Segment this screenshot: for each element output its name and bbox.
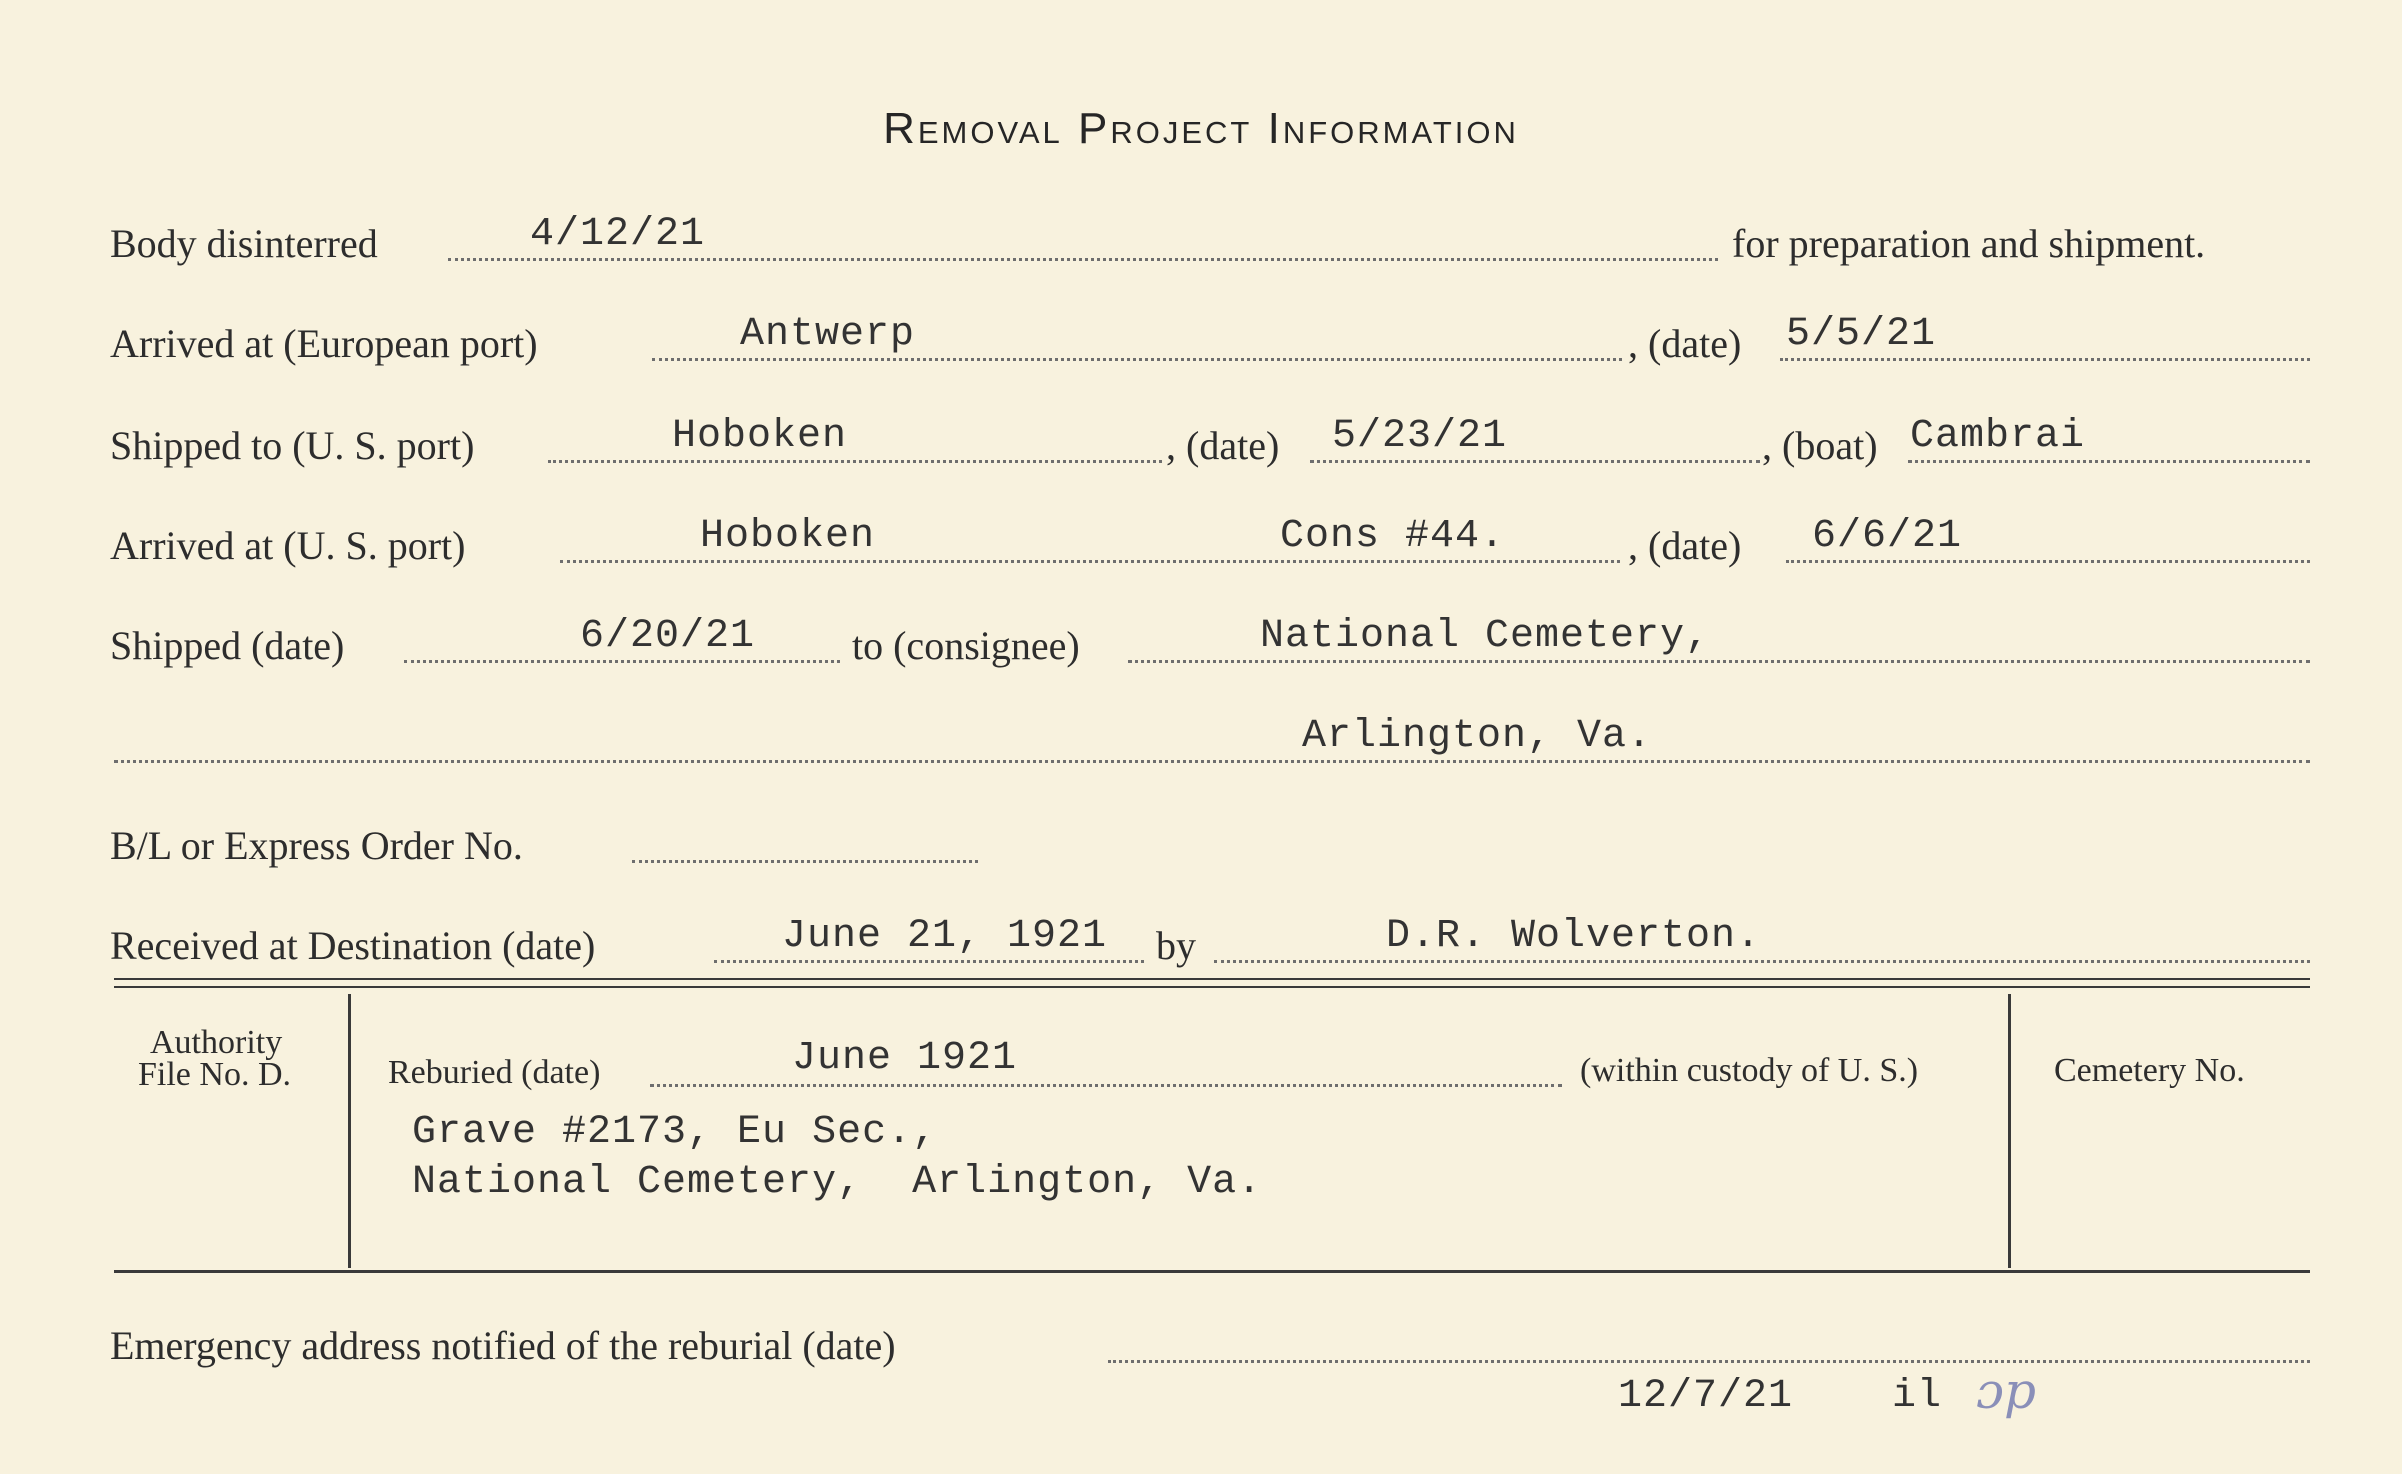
handwritten-mark: ɔp [1976, 1362, 2037, 1420]
disinterred-line [448, 258, 1718, 261]
shipped-us-label: Shipped to (U. S. port) [110, 423, 475, 468]
box-bottom-rule [114, 1270, 2310, 1273]
arrived-us-cons-value: Cons #44. [1280, 514, 1506, 559]
received-value: June 21, 1921 [782, 914, 1108, 959]
received-by-value: D.R. Wolverton. [1386, 914, 1762, 959]
cemetery-no-label: Cemetery No. [2054, 1052, 2245, 1089]
disinterred-suffix: for preparation and shipment. [1732, 221, 2206, 266]
shipped-us-boat-line [1908, 460, 2310, 463]
box-top-rule-1 [114, 978, 2310, 980]
grave-line-1: Grave #2173, Eu Sec., [412, 1110, 938, 1155]
authority-label-1: Authority [150, 1024, 283, 1061]
shipped-us-date-label: , (date) [1166, 423, 1280, 468]
arrived-european-line [652, 358, 1622, 361]
received-label: Received at Destination (date) [110, 923, 596, 968]
grave-line-2: National Cemetery, Arlington, Va. [412, 1160, 1263, 1205]
consignee-line [1128, 660, 2310, 663]
arrived-european-date-label: , (date) [1628, 321, 1742, 366]
arrived-european-date-line [1780, 358, 2310, 361]
authority-label-2: File No. D. [138, 1056, 291, 1093]
shipped-us-value: Hoboken [672, 414, 848, 459]
arrived-us-date-label: , (date) [1628, 523, 1742, 568]
consignee-line-2 [114, 760, 2310, 763]
received-by-label: by [1156, 923, 1196, 968]
arrived-european-value: Antwerp [740, 312, 916, 357]
reburied-label: Reburied (date) [388, 1054, 601, 1091]
box-top-rule-2 [114, 986, 2310, 988]
shipped-us-boat-label: , (boat) [1762, 423, 1878, 468]
emergency-line [1108, 1360, 2310, 1363]
arrived-us-label: Arrived at (U. S. port) [110, 523, 466, 568]
shipped-us-date-value: 5/23/21 [1332, 414, 1508, 459]
arrived-us-value: Hoboken [700, 514, 876, 559]
footer-initials: il [1892, 1374, 1943, 1419]
shipped-date-label: Shipped (date) [110, 623, 345, 668]
received-line [714, 960, 1144, 963]
bl-order-line [632, 860, 978, 863]
reburied-value: June 1921 [792, 1036, 1018, 1081]
card-title: Removal Project Information [883, 104, 1519, 153]
arrived-european-date-value: 5/5/21 [1786, 312, 1937, 357]
shipped-date-line [404, 660, 840, 663]
box-divider-left [348, 994, 351, 1268]
box-divider-right [2008, 994, 2011, 1268]
emergency-label: Emergency address notified of the reburial (date) [110, 1323, 896, 1368]
disinterred-value: 4/12/21 [530, 212, 706, 257]
bl-order-label: B/L or Express Order No. [110, 823, 523, 868]
reburied-line [650, 1084, 1562, 1087]
shipped-date-value: 6/20/21 [580, 614, 756, 659]
consignee-value: National Cemetery, [1260, 614, 1711, 659]
shipped-us-line [548, 460, 1162, 463]
footer-date: 12/7/21 [1618, 1374, 1794, 1419]
received-by-line [1214, 960, 2310, 963]
arrived-us-date-line [1786, 560, 2310, 563]
arrived-us-date-value: 6/6/21 [1812, 514, 1963, 559]
consignee-line2-value: Arlington, Va. [1302, 714, 1653, 759]
arrived-us-line [560, 560, 1620, 563]
consignee-label: to (consignee) [852, 623, 1080, 668]
shipped-us-boat-value: Cambrai [1910, 414, 2086, 459]
arrived-european-label: Arrived at (European port) [110, 321, 538, 366]
shipped-us-date-line [1310, 460, 1760, 463]
custody-label: (within custody of U. S.) [1580, 1052, 1919, 1089]
disinterred-label: Body disinterred [110, 221, 378, 266]
